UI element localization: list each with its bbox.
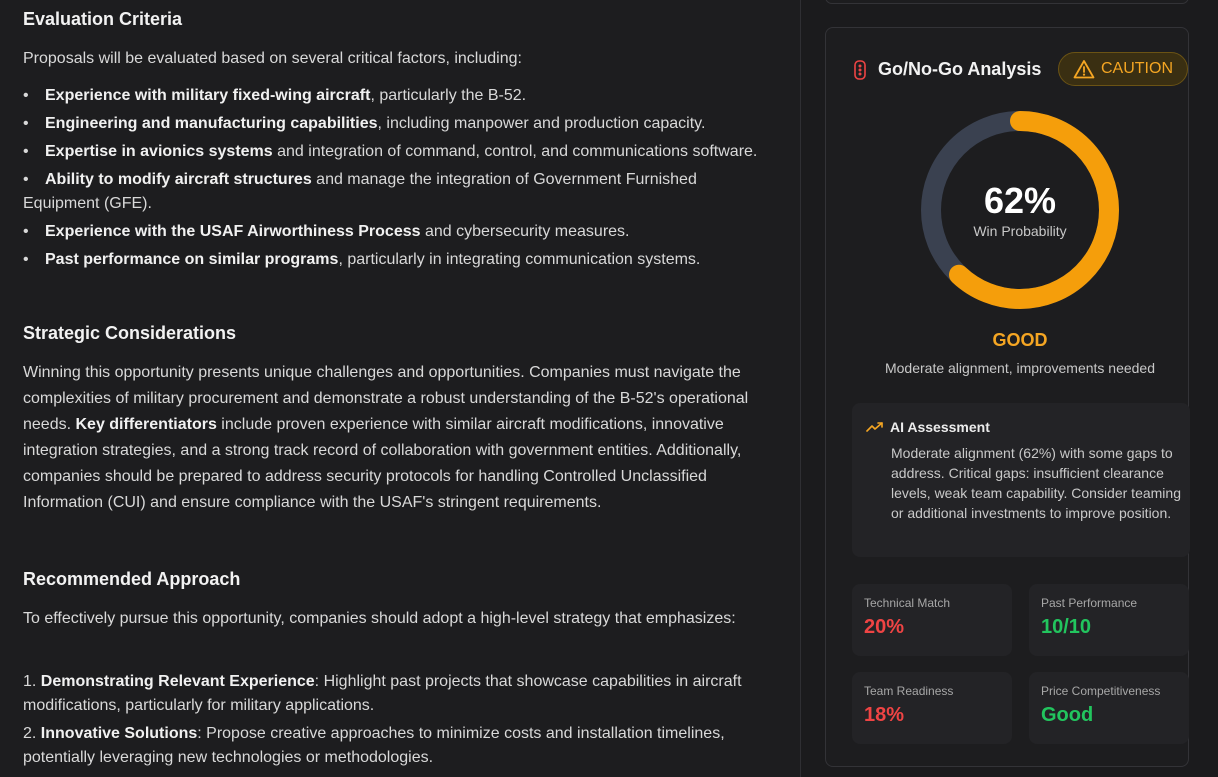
analysis-sidebar (801, 0, 1218, 777)
strategic-paragraph: Winning this opportunity presents unique challenges and opportunities. Companies must navigate the complexities of military procurement and demonstrate a robust understanding of the B-52's operational needs. Key differentiators include proven experience with similar aircraft modifications, innovative integration strategies, and a strong track record of collaboration with government entities. Additionally, companies should be prepared to address security protocols for handling Controlled Unclassified Information (CUI) and ensure compliance with the USAF's stringent requirements. (23, 364, 749, 511)
list-item: • Past performance on similar programs, particularly in integrating communication systems. (23, 251, 701, 268)
card-title: Go/No-Go Analysis (878, 59, 1042, 79)
previous-card (825, 0, 1189, 4)
metric-price-competitiveness: Price Competitiveness Good (1029, 672, 1189, 744)
evaluation-criteria-heading: Evaluation Criteria (23, 9, 183, 29)
go-no-go-card (825, 27, 1189, 767)
caution-label: CAUTION (1101, 60, 1173, 77)
evaluation-criteria-list (23, 84, 763, 276)
list-item: • Ability to modify aircraft structures and manage the integration of Government Furnished Equipment (GFE). (23, 171, 697, 212)
approach-list (23, 670, 773, 774)
evaluation-intro: Proposals will be evaluated based on several critical factors, including: (23, 50, 522, 67)
ai-assessment-heading: AI Assessment (890, 419, 990, 435)
list-item: • Expertise in avionics systems and integration of command, control, and communications software. (23, 143, 758, 160)
metric-team-readiness: Team Readiness 18% (852, 672, 1012, 744)
rating-text: GOOD (992, 330, 1048, 350)
approach-intro: To effectively pursue this opportunity, companies should adopt a high-level strategy that emphasizes: (23, 610, 736, 627)
list-item: • Experience with the USAF Airworthiness Process and cybersecurity measures. (23, 223, 630, 240)
traffic-light-icon (854, 60, 866, 80)
win-probability-label: Win Probability (973, 223, 1067, 239)
list-item: • Experience with military fixed-wing aircraft, particularly the B-52. (23, 87, 527, 104)
win-probability-value: 62% (983, 180, 1057, 221)
list-item: 1. Demonstrating Relevant Experience: Highlight past projects that showcase capabilities in aircraft modifications, particularly for military applications. (23, 673, 742, 714)
list-item: • Engineering and manufacturing capabilities, including manpower and production capacity. (23, 115, 706, 132)
list-item: 2. Innovative Solutions: Propose creative approaches to minimize costs and installation timelines, potentially leveraging new technologies or methodologies. (23, 725, 725, 766)
trending-up-icon (866, 421, 884, 433)
metric-technical-match: Technical Match 20% (852, 584, 1012, 656)
strategic-considerations-heading: Strategic Considerations (23, 323, 237, 343)
metric-past-performance: Past Performance 10/10 (1029, 584, 1189, 656)
ai-assessment-panel (852, 403, 1190, 557)
rating-subtext: Moderate alignment, improvements needed (884, 360, 1156, 376)
ai-assessment-text: Moderate alignment (62%) with some gaps to address. Critical gaps: insufficient clearance levels, weak team capability. Consider teaming or additional investments to improve position. (891, 445, 1181, 521)
warning-triangle-icon (1073, 59, 1095, 79)
recommended-approach-heading: Recommended Approach (23, 569, 241, 589)
caution-badge (1058, 52, 1188, 86)
